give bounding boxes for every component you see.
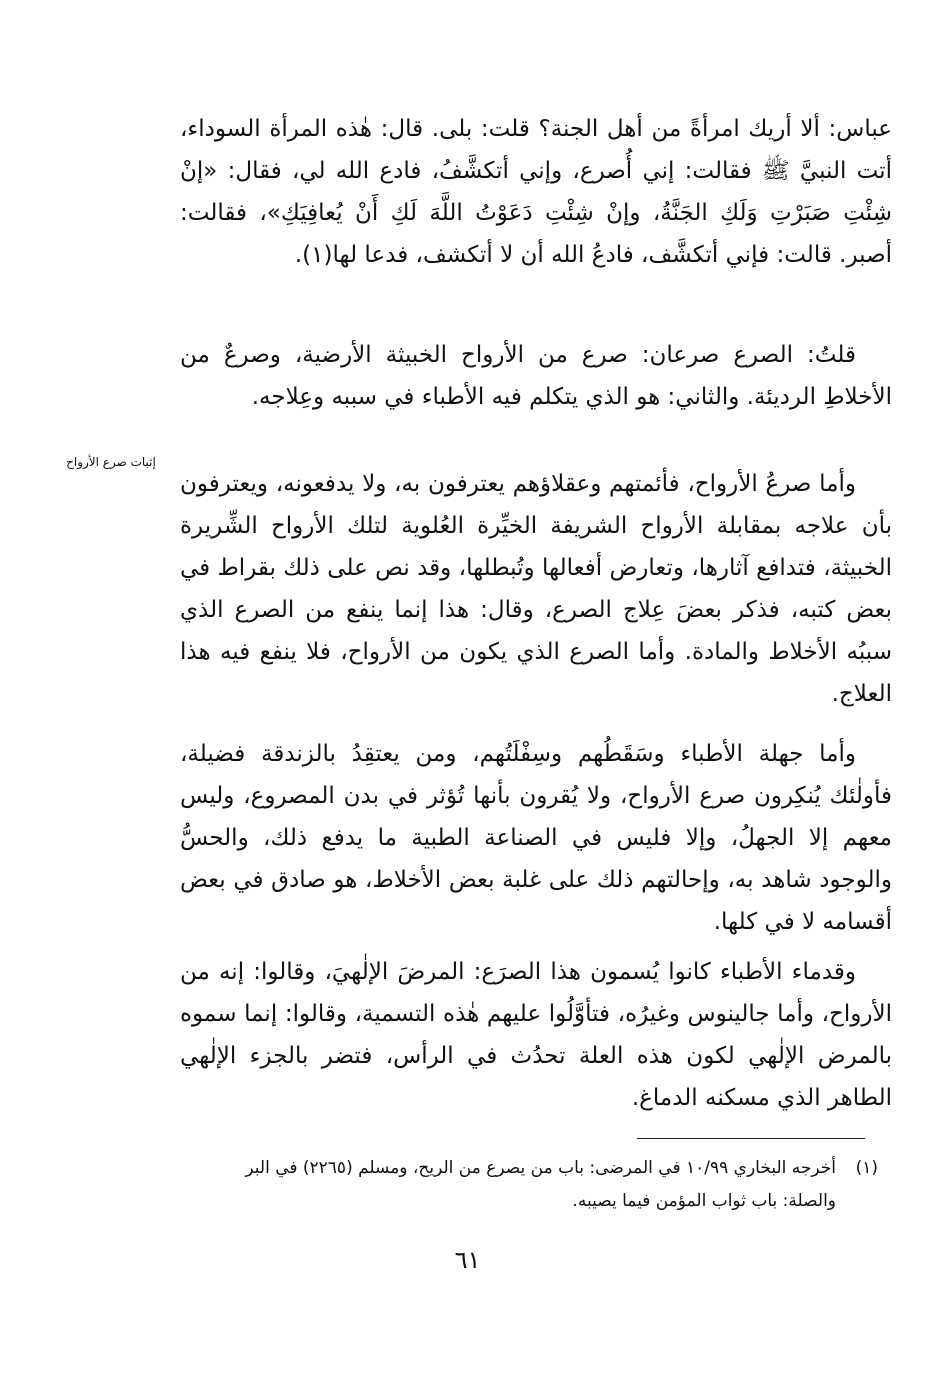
footnote xyxy=(188,1152,878,1218)
paragraph-ancient-physicians xyxy=(180,951,892,1119)
paragraph-spirit-epilepsy xyxy=(180,463,892,715)
footnote-number: (١) xyxy=(855,1158,878,1178)
footnote-divider xyxy=(637,1138,865,1139)
paragraph-text: وأما جهلة الأطباء وسَقَطُهم وسِفْلَتُهم، ومن يعتقِدُ بالزندقة فضيلة، فأولٰئك يُنكِرون صرع الأرواح، ولا يُقرون بأنها تُؤثر في بدن المصروع، وليس معهم إلا الجهلُ، وإلا فليس في الصناعة الطبية ما يدفع ذلك، والحسُّ والوجود شاهد به، وإحالتهم ذلك على غلبة بعض الأخلاط، هو صادق في بعض أقسامه لا في كلها. xyxy=(180,741,892,935)
margin-note: إثبات صرع الأرواح xyxy=(66,455,156,469)
paragraph-text: وقدماء الأطباء كانوا يُسمون هذا الصرَع: المرضَ الإلٰهيَ، وقالوا: إنه من الأرواح، وأما جالينوس وغيرُه، فتأوَّلُوا عليهم هٰذه التسمية، وقالوا: إنما سموه بالمرض الإلٰهي لكون هذه العلة تحدُث في الرأس، فتضر بالجزء الإلٰهي الطاهر الذي مسكنه الدماغ. xyxy=(180,959,892,1111)
paragraph-text: قلتُ: الصرع صرعان: صرع من الأرواح الخبيثة الأرضية، وصرعٌ من الأخلاطِ الرديئة. والثاني: هو الذي يتكلم فيه الأطباء في سببه وعِلاجه. xyxy=(180,342,892,410)
footnote-text: أخرجه البخاري ١٠/٩٩ في المرضى: باب من يصرع من الريح، ومسلم (٢٢٦٥) في البر والصلة: باب ثواب المؤمن فيما يصيبه. xyxy=(245,1158,836,1211)
paragraph-text: وأما صرعُ الأرواح، فأئمتهم وعقلاؤهم يعترفون به، ولا يدفعونه، ويعترفون بأن علاجه بمقابلة الأرواح الشريفة الخيِّرة العُلوية لتلك الأرواح الشِّريرة الخبيثة، فتدافع آثارها، وتعارض أفعالها وتُبطلها، وقد نص على ذلك بقراط في بعض كتبه، فذكر بعضَ عِلاج الصرع، وقال: هذا إنما ينفع من الصرع الذي سببُه الأخلاط والمادة. وأما الصرع الذي يكون من الأرواح، فلا ينفع فيه هذا العلاج. xyxy=(180,471,892,707)
paragraph-ignorant-physicians xyxy=(180,733,892,943)
paragraph-hadith-continuation xyxy=(180,108,892,276)
paragraph-text: عباس: ألا أريك امرأةً من أهل الجنة؟ قلت: بلى. قال: هٰذه المرأة السوداء، أتت النبيَّ ﷺ فقالت: إني أُصرع، وإني أتكشَّفُ، فادع الله لي، فقال: «إنْ شِئْتِ صَبَرْتِ وَلَكِ الجَنَّةُ، وإنْ شِئْتِ دَعَوْتُ اللَّهَ لَكِ أَنْ يُعافِيَكِ»، فقالت: أصبر. قالت: فإني أتكشَّف، فادعُ الله أن لا أتكشف، فدعا لها(١). xyxy=(180,116,892,268)
page-number: ٦١ xyxy=(454,1246,481,1274)
paragraph-two-types-of-epilepsy xyxy=(180,334,892,418)
